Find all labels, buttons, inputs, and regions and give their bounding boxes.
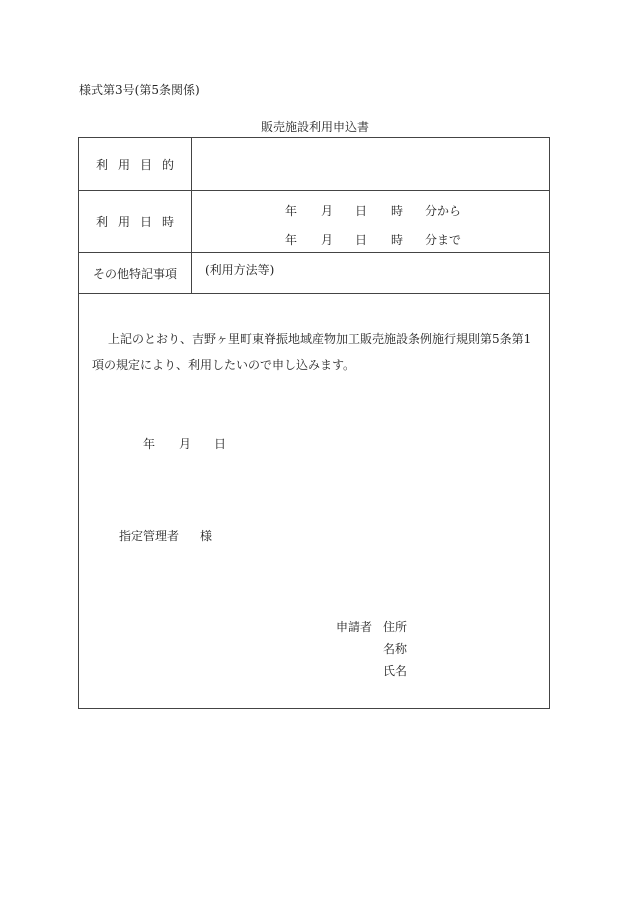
- applicant-corp-name-label: 名称: [383, 642, 408, 656]
- purpose-label: 利用目的: [95, 157, 184, 172]
- purpose-field[interactable]: [192, 138, 550, 190]
- to-day: 日: [355, 233, 368, 247]
- form-title: 販売施設利用申込書: [260, 120, 369, 134]
- applicant-name-label: 氏名: [383, 664, 408, 678]
- submit-month: 月: [179, 437, 192, 451]
- from-month: 月: [321, 204, 334, 218]
- other-remarks-field[interactable]: [192, 253, 550, 293]
- from-year: 年: [285, 204, 298, 218]
- applicant-label: 申請者: [336, 620, 373, 634]
- application-statement: 上記のとおり、吉野ヶ里町東脊振地域産物加工販売施設条例施行規則第5条第1項の規定により、利用したいので申し込みます。: [92, 332, 532, 372]
- to-year: 年: [285, 233, 298, 247]
- submit-year: 年: [143, 437, 156, 451]
- to-hour: 時: [391, 233, 404, 247]
- from-hour: 時: [391, 204, 404, 218]
- other-remarks-label: その他特記事項: [92, 266, 177, 281]
- other-remarks-note: (利用方法等): [205, 263, 275, 277]
- submit-day: 日: [214, 437, 227, 451]
- row-divider: [79, 293, 549, 294]
- form-number: 様式第3号(第5条関係): [79, 83, 200, 97]
- from-day: 日: [355, 204, 368, 218]
- to-month: 月: [321, 233, 334, 247]
- addressee: 指定管理者: [119, 529, 180, 543]
- to-minute-suffix: 分まで: [425, 233, 462, 247]
- application-form-table: [78, 137, 550, 709]
- from-minute-suffix: 分から: [425, 204, 462, 218]
- applicant-address-label: 住所: [383, 620, 408, 634]
- addressee-honorific: 様: [200, 529, 213, 543]
- datetime-label: 利用日時: [95, 215, 184, 229]
